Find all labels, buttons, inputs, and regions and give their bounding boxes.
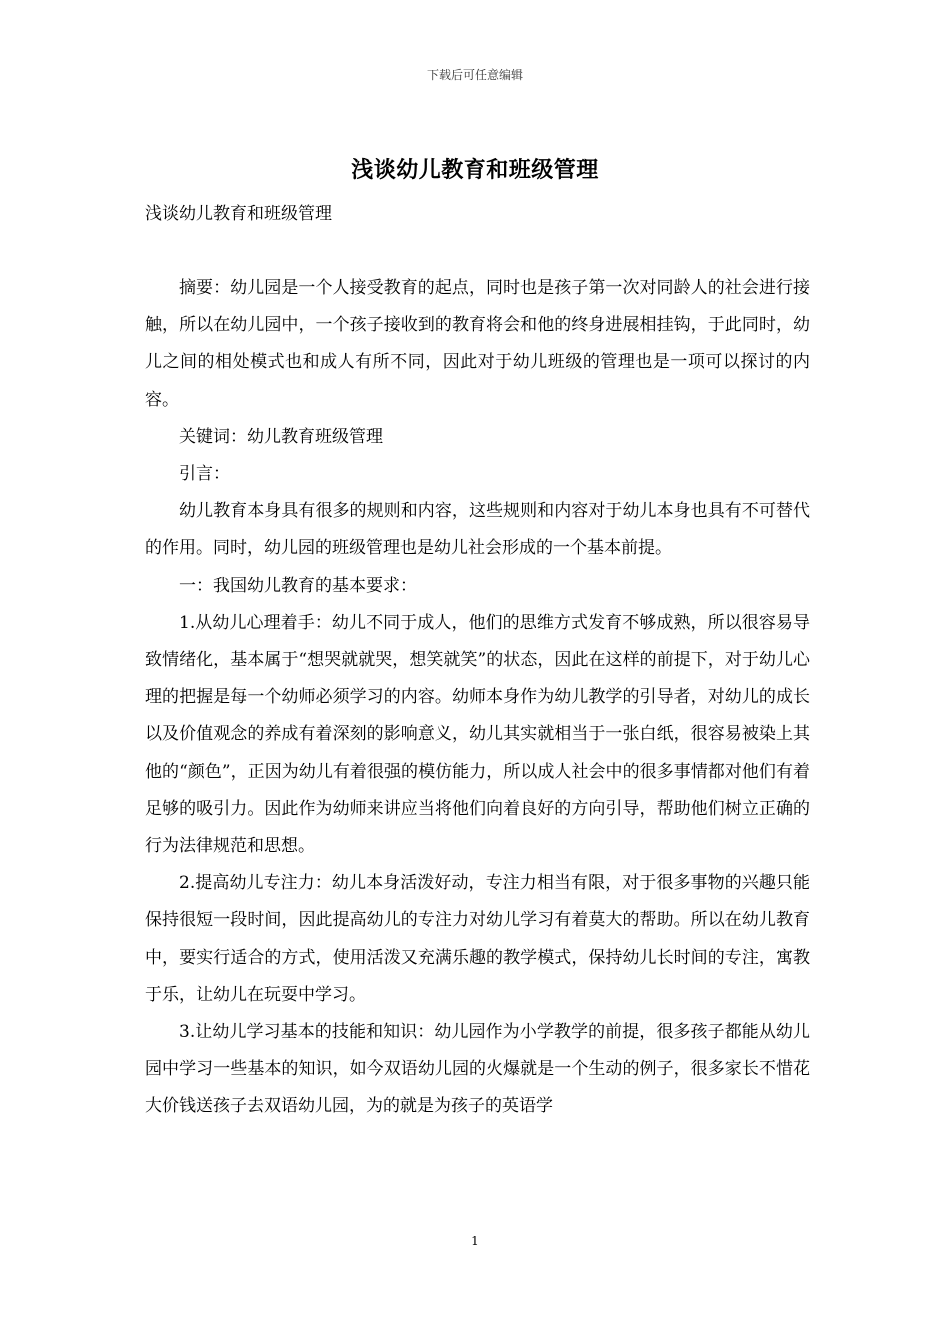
body-paragraph: 2.提高幼儿专注力：幼儿本身活泼好动，专注力相当有限，对于很多事物的兴趣只能保持很短一段时间，因此提高幼儿的专注力对幼儿学习有着莫大的帮助。所以在幼儿教育中，要实行适合的方式，使用活泼又充满乐趣的教学模式，保持幼儿长时间的专注，寓教于乐，让幼儿在玩耍中学习。 [145,873,810,1005]
body-paragraph: 3.让幼儿学习基本的技能和知识：幼儿园作为小学教学的前提，很多孩子都能从幼儿园中学习一些基本的知识，如今双语幼儿园的火爆就是一个生动的例子，很多家长不惜花大价钱送孩子去双语幼儿园，为的就是为孩子的英语学 [145,1022,810,1117]
document-subtitle: 浅谈幼儿教育和班级管理 [145,204,332,224]
introduction-paragraph: 幼儿教育本身具有很多的规则和内容，这些规则和内容对于幼儿本身也具有不可替代的作用。同时，幼儿园的班级管理也是幼儿社会形成的一个基本前提。 [145,501,810,559]
document-title: 浅谈幼儿教育和班级管理 [351,157,599,183]
keywords-paragraph: 关键词：幼儿教育班级管理 [179,426,383,447]
body-paragraph: 1.从幼儿心理着手：幼儿不同于成人，他们的思维方式发育不够成熟，所以很容易导致情绪化，基本属于“想哭就就哭，想笑就笑”的状态，因此在这样的前提下，对于幼儿心理的把握是每一个幼师必须学习的内容。幼师本身作为幼儿教学的引导者，对幼儿的成长以及价值观念的养成有着深刻的影响意义，幼儿其实就相当于一张白纸，很容易被染上其他的“颜色”，正因为幼儿有着很强的模仿能力，所以成人社会中的很多事情都对他们有着足够的吸引力。因此作为幼师来讲应当将他们向着良好的方向引导，帮助他们树立正确的行为法律规范和思想。 [145,612,810,857]
introduction-heading: 引言： [179,464,230,485]
section-heading: 一：我国幼儿教育的基本要求： [179,575,417,596]
abstract-paragraph: 摘要：幼儿园是一个人接受教育的起点，同时也是孩子第一次对同龄人的社会进行接触，所以在幼儿园中，一个孩子接收到的教育将会和他的终身进展相挂钩，于此同时，幼儿之间的相处模式也和成人有所不同，因此对于幼儿班级的管理也是一项可以探讨的内容。 [145,278,810,410]
header-note: 下载后可任意编辑 [426,68,523,82]
page-number: 1 [471,1234,479,1248]
document-body [145,270,810,1126]
